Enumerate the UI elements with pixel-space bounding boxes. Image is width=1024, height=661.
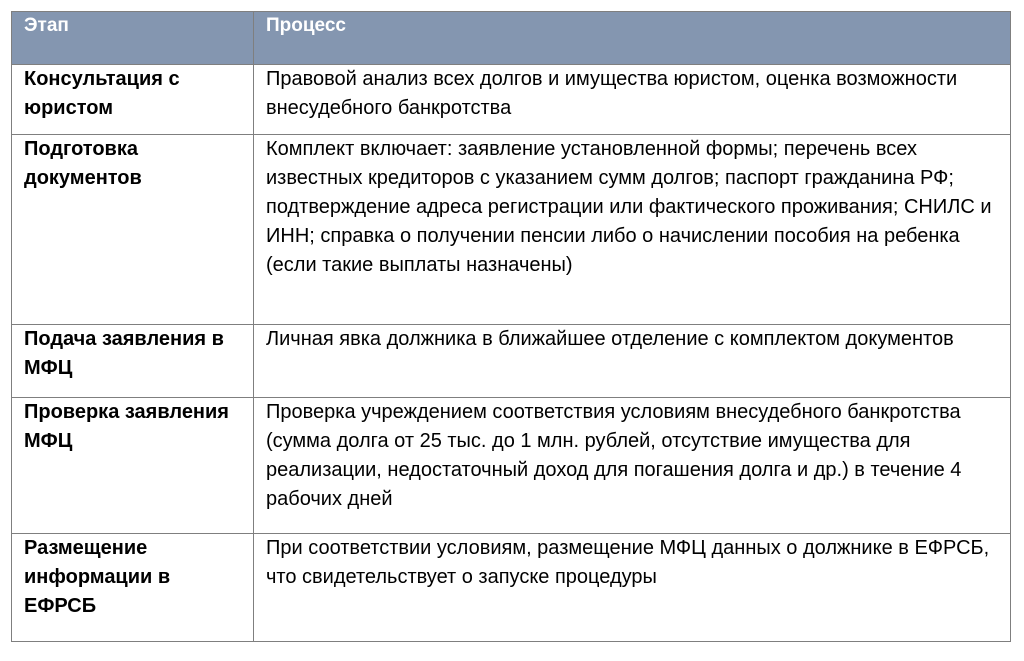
header-row (12, 12, 1011, 65)
process-cell: Проверка учреждением соответствия условиям внесудебного банкротства (сумма долга от 25 тыс. до 1 млн. рублей, отсутствие имущества для реализации, недостаточный доход для погашения долга и др.) в течение 4 рабочих дней (254, 398, 1011, 534)
table-header (12, 12, 1011, 65)
process-cell: При соответствии условиям, размещение МФЦ данных о должнике в ЕФРСБ, что свидетельствует о запуске процедуры (254, 534, 1011, 642)
table-row (12, 534, 1011, 642)
header-stage: Этап (12, 12, 254, 65)
table-body (12, 65, 1011, 642)
stage-cell: Проверка заявления МФЦ (12, 398, 254, 534)
process-cell: Личная явка должника в ближайшее отделение с комплектом документов (254, 325, 1011, 398)
header-process: Процесс (254, 12, 1011, 65)
table-row (12, 325, 1011, 398)
table-row (12, 135, 1011, 325)
process-cell: Комплект включает: заявление установленной формы; перечень всех известных кредиторов с указанием сумм долгов; паспорт гражданина РФ; подтверждение адреса регистрации или фактического проживания; СНИЛС и ИНН; справка о получении пенсии либо о начислении пособия на ребенка (если такие выплаты назначены) (254, 135, 1011, 325)
stage-cell: Консультация с юристом (12, 65, 254, 135)
stage-cell: Подготовка документов (12, 135, 254, 325)
table-row (12, 65, 1011, 135)
process-cell: Правовой анализ всех долгов и имущества юристом, оценка возможности внесудебного банкротства (254, 65, 1011, 135)
bankruptcy-stages-table (11, 11, 1011, 642)
stage-cell: Размещение информации в ЕФРСБ (12, 534, 254, 642)
table-row (12, 398, 1011, 534)
stage-cell: Подача заявления в МФЦ (12, 325, 254, 398)
